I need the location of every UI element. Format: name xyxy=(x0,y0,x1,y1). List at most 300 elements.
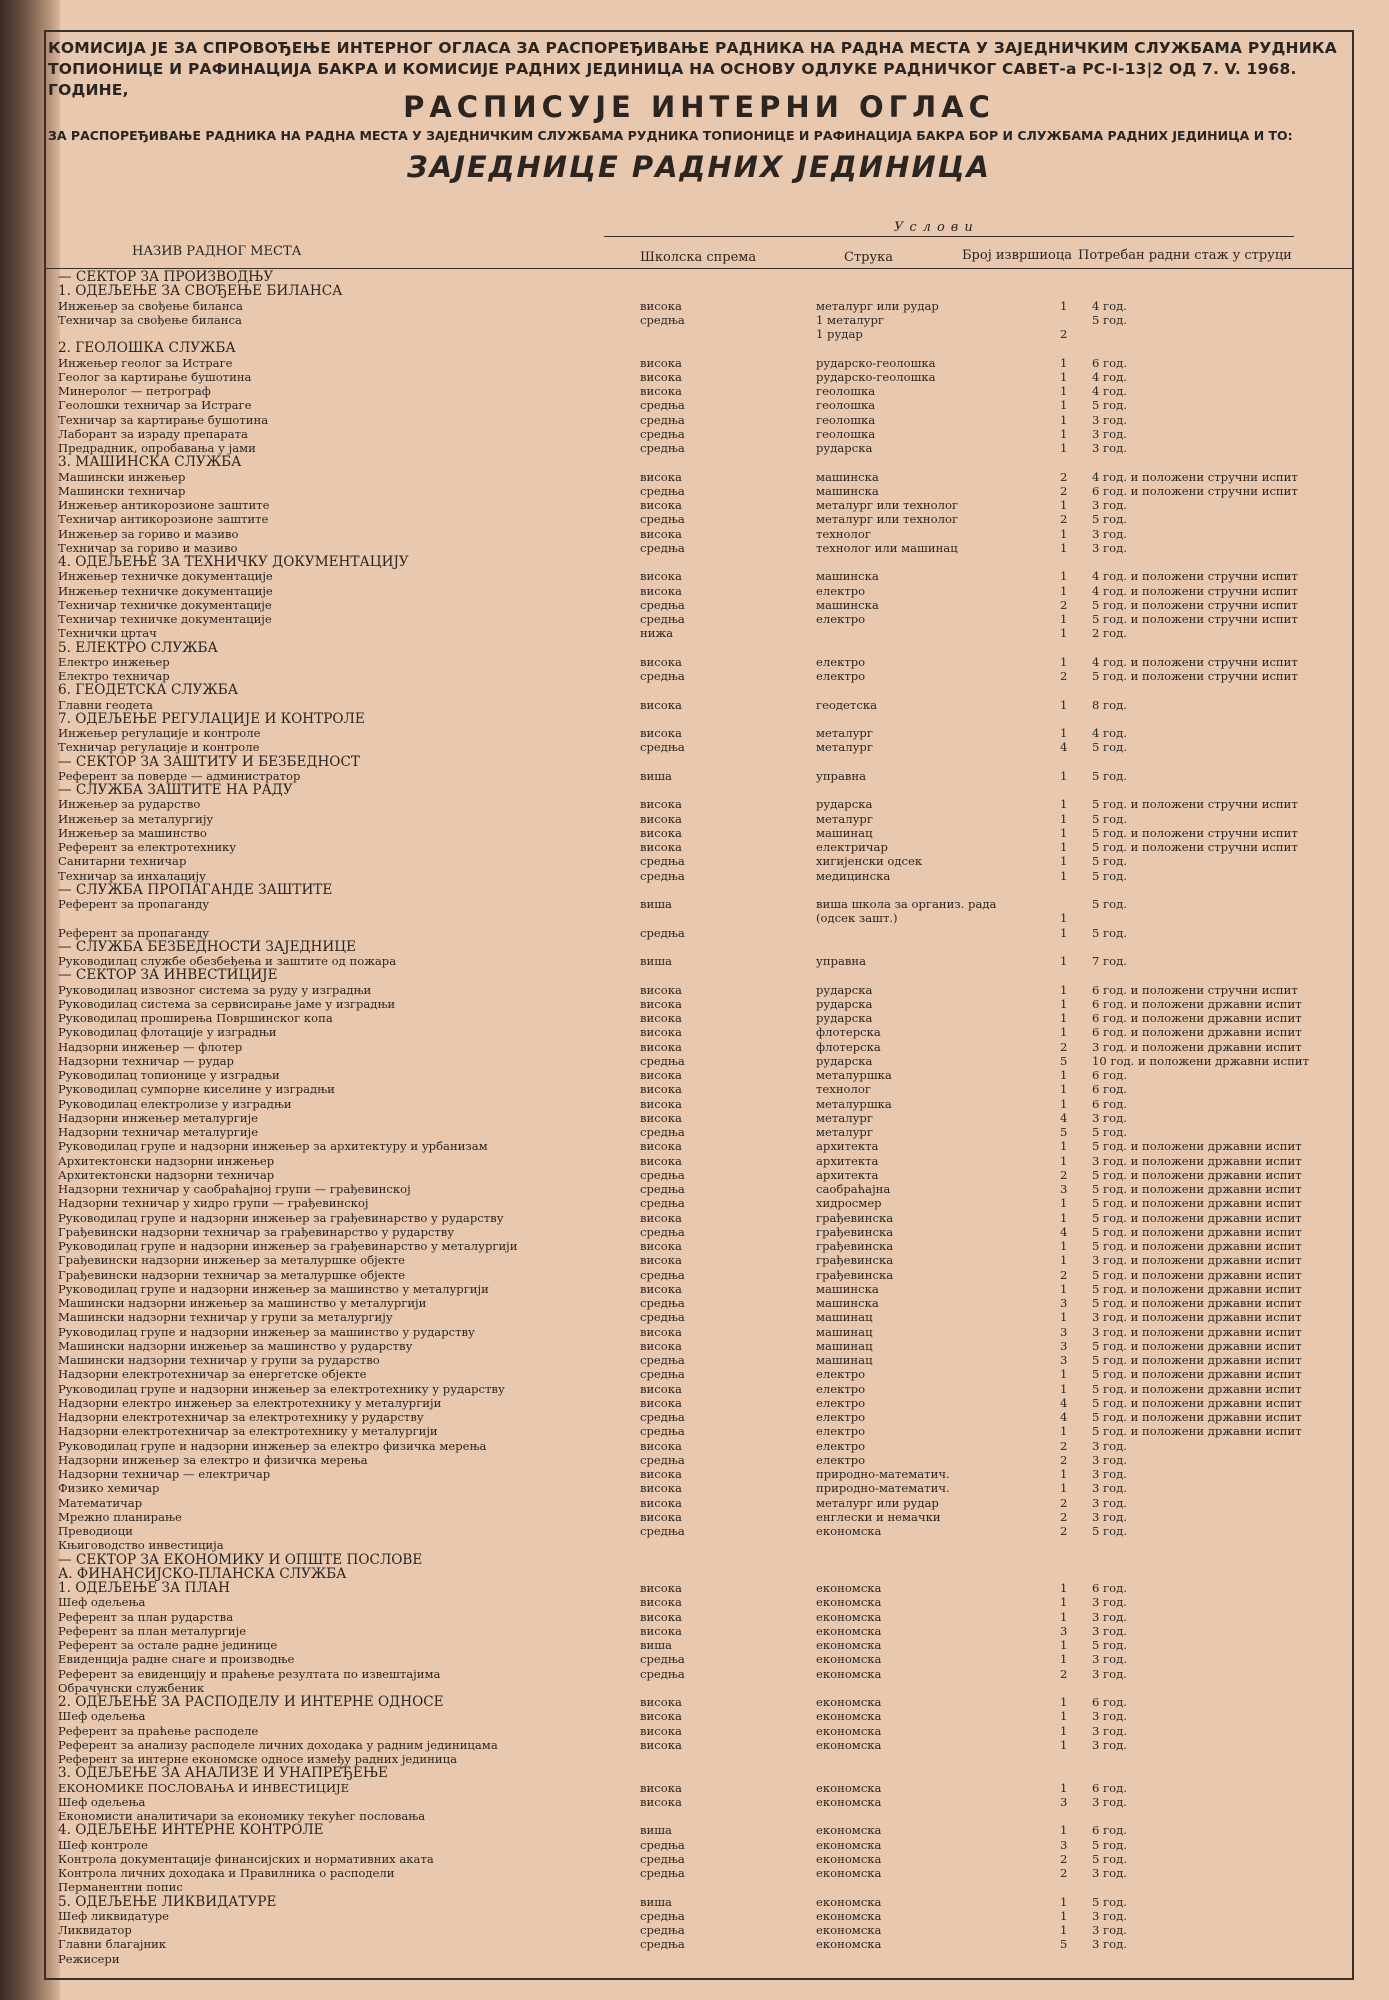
experience: 5 год. и положени стручни испит xyxy=(1092,797,1298,812)
experience: 3 год. xyxy=(1092,1452,1127,1467)
job-title: Машински надзорни техничар у групи за рударство xyxy=(58,1353,380,1367)
experience: 4 год. и положени стручни испит xyxy=(1092,569,1298,584)
table-row xyxy=(44,1481,1354,1495)
job-title: Референт за пропаганду xyxy=(58,897,210,911)
job-title: Надзорни техничар у хидро групи — грађевинској xyxy=(58,1196,369,1211)
worker-count: 2 xyxy=(1060,1452,1068,1467)
job-title: 4. ОДЕЉЕЊЕ ИНТЕРНЕ КОНТРОЛЕ xyxy=(58,1822,324,1839)
table-row xyxy=(44,797,1354,811)
table-row xyxy=(44,1795,1354,1809)
experience: 5 год. и положени државни испит xyxy=(1092,1281,1302,1296)
school-level: висока xyxy=(640,840,682,854)
table-row xyxy=(44,1880,1354,1894)
section-title: ЗАЈЕДНИЦЕ РАДНИХ ЈЕДИНИЦА xyxy=(407,150,991,184)
worker-count: 2 xyxy=(1060,483,1068,498)
experience: 5 год. xyxy=(1092,768,1127,783)
profession: електро xyxy=(816,612,866,626)
table-row xyxy=(44,1781,1354,1795)
experience: 5 год. xyxy=(1092,1638,1127,1652)
school-level: висока xyxy=(640,583,682,598)
profession: електро xyxy=(816,1424,866,1439)
experience: 5 год. xyxy=(1092,925,1127,940)
worker-count: 3 xyxy=(1060,1338,1068,1353)
experience: 10 год. и положени државни испит xyxy=(1092,1053,1310,1068)
profession: геолошка xyxy=(816,412,876,427)
profession: рударска xyxy=(816,1011,873,1025)
worker-count: 3 xyxy=(1060,1353,1068,1367)
experience: 5 год. и положени државни испит xyxy=(1092,1167,1302,1182)
experience: 6 год. xyxy=(1092,1082,1127,1097)
school-level: висока xyxy=(640,1581,682,1595)
school-level: висока xyxy=(640,469,682,484)
table-row xyxy=(44,968,1354,982)
job-title: 6. ГЕОДЕТСКА СЛУЖБА xyxy=(58,682,239,699)
table-row xyxy=(44,1211,1354,1225)
profession: електро xyxy=(816,1395,866,1410)
profession: металург xyxy=(816,1125,873,1139)
profession: машинска xyxy=(816,1281,879,1296)
profession: економска xyxy=(816,1851,882,1866)
job-title: Референт за електротехнику xyxy=(58,840,237,854)
worker-count: 2 xyxy=(1060,1495,1068,1510)
school-level: висока xyxy=(640,1210,682,1225)
table-row xyxy=(44,284,1354,298)
experience: 6 год. и положени државни испит xyxy=(1092,996,1302,1011)
profession: металуршка xyxy=(816,1096,892,1111)
job-title: Надзорни техничар — рудар xyxy=(58,1053,234,1068)
school-level: средња xyxy=(640,1652,685,1667)
experience: 6 год. и положени стручни испит xyxy=(1092,483,1298,498)
job-title: Референт за поверде — администратор xyxy=(58,768,301,783)
table-row xyxy=(44,1453,1354,1467)
school-level: средња xyxy=(640,441,685,455)
worker-count: 1 xyxy=(1060,441,1068,455)
table-row xyxy=(44,1866,1354,1880)
experience: 5 год. и положени државни испит xyxy=(1092,1210,1302,1225)
experience: 2 год. xyxy=(1092,626,1127,641)
job-title: Евиденција радне снаге и производње xyxy=(58,1652,295,1667)
profession: економска xyxy=(816,1581,882,1595)
job-title: Књиговодство инвестиција xyxy=(58,1538,224,1553)
school-level: висока xyxy=(640,697,682,712)
job-title: 5. ЕЛЕКТРО СЛУЖБА xyxy=(58,639,218,656)
worker-count: 1 xyxy=(1060,1253,1068,1268)
profession: електро xyxy=(816,1381,866,1396)
experience: 3 год. xyxy=(1092,1467,1127,1481)
profession: економска xyxy=(816,1837,882,1852)
job-title: 3. ОДЕЉЕЊЕ ЗА АНАЛИЗЕ И УНАПРЕЂЕЊЕ xyxy=(58,1765,388,1782)
table-row xyxy=(44,498,1354,512)
job-title: Шеф одељења xyxy=(58,1794,146,1809)
worker-count: 1 xyxy=(1060,1011,1068,1025)
table-row xyxy=(44,926,1354,940)
table-row xyxy=(44,1952,1354,1966)
table-row xyxy=(44,1054,1354,1068)
table-row xyxy=(44,1382,1354,1396)
worker-count: 1 xyxy=(1060,925,1068,940)
school-level: висока xyxy=(640,569,682,584)
newspaper-page xyxy=(44,30,1354,1980)
table-row xyxy=(44,869,1354,883)
job-title: Инжењер геолог за Истраге xyxy=(58,355,233,370)
school-level: виша xyxy=(640,897,672,911)
profession: металург или технолог xyxy=(816,498,959,512)
profession: геолошка xyxy=(816,398,876,413)
col-header-count: Број извршиоца xyxy=(962,248,1072,263)
col-header-conditions: Услови xyxy=(894,220,979,235)
profession: електричар xyxy=(816,840,888,854)
school-level: средња xyxy=(640,483,685,498)
table-row xyxy=(44,555,1354,569)
experience: 5 год. и положени државни испит xyxy=(1092,1424,1302,1439)
header-divider xyxy=(604,236,1294,237)
experience: 5 год. xyxy=(1092,1837,1127,1852)
table-row xyxy=(44,541,1354,555)
school-level: висока xyxy=(640,982,682,997)
profession: геодетска xyxy=(816,697,877,712)
profession: грађевинска xyxy=(816,1253,894,1268)
job-title: 2. ОДЕЉЕЊЕ ЗА РАСПОДЕЛУ И ИНТЕРНЕ ОДНОСЕ xyxy=(58,1694,444,1710)
profession: грађевинска xyxy=(816,1239,894,1253)
job-title: Референт за остале радне јединице xyxy=(58,1638,278,1652)
worker-count: 1 xyxy=(1060,1025,1068,1040)
table-row xyxy=(44,683,1354,697)
worker-count: 1 xyxy=(1060,426,1068,441)
table-row xyxy=(44,313,1354,327)
profession: грађевинска xyxy=(816,1267,894,1282)
job-title: А. ФИНАНСИЈСКО-ПЛАНСКА СЛУЖБА xyxy=(58,1565,347,1582)
school-level: средња xyxy=(640,1125,685,1139)
job-title: Руководилац групе и надзорни инжењер за електро физичка мерења xyxy=(58,1438,487,1453)
job-title: Контрола личних доходака и Правилника о расподели xyxy=(58,1866,395,1880)
school-level: средња xyxy=(640,1296,685,1310)
job-title: Руководилац групе и надзорни инжењер за грађевинарство у рударству xyxy=(58,1210,504,1225)
worker-count: 2 xyxy=(1060,1167,1068,1182)
worker-count: 2 xyxy=(1060,597,1068,612)
table-row xyxy=(44,655,1354,669)
table-row xyxy=(44,1638,1354,1652)
profession: економска xyxy=(816,1709,882,1724)
school-level: висока xyxy=(640,1025,682,1040)
school-level: нижа xyxy=(640,626,674,641)
worker-count: 1 xyxy=(1060,626,1068,641)
worker-count: 4 xyxy=(1060,1224,1068,1239)
table-row xyxy=(44,1581,1354,1595)
school-level: висока xyxy=(640,1438,682,1453)
profession: технолог xyxy=(816,1082,871,1097)
profession: флотерска xyxy=(816,1025,881,1040)
profession: грађевинска xyxy=(816,1210,894,1225)
job-title: Руководилац групе и надзорни инжењер за машинство у рударству xyxy=(58,1324,475,1339)
experience: 5 год. xyxy=(1092,740,1127,755)
table-row xyxy=(44,1667,1354,1681)
experience: 3 год. xyxy=(1092,1110,1127,1125)
experience: 3 год. xyxy=(1092,1623,1127,1638)
profession: рударска xyxy=(816,996,873,1011)
worker-count: 2 xyxy=(1060,1267,1068,1282)
school-level: висока xyxy=(640,1153,682,1168)
school-level: средња xyxy=(640,1524,685,1538)
school-level: висока xyxy=(640,1709,682,1724)
profession: економска xyxy=(816,1723,882,1738)
experience: 5 год. и положени државни испит xyxy=(1092,1381,1302,1396)
profession: машинска xyxy=(816,569,879,584)
school-level: средња xyxy=(640,1167,685,1182)
table-row xyxy=(44,584,1354,598)
school-level: висока xyxy=(640,1509,682,1524)
school-level: висока xyxy=(640,498,682,512)
worker-count: 1 xyxy=(1060,1823,1068,1838)
job-title: 2. ГЕОЛОШКА СЛУЖБА xyxy=(58,340,236,357)
experience: 3 год. xyxy=(1092,1609,1127,1624)
school-level: висока xyxy=(640,355,682,370)
experience: 5 год. и положени државни испит xyxy=(1092,1410,1302,1424)
worker-count: 1 xyxy=(1060,726,1068,740)
experience: 3 год. xyxy=(1092,526,1127,541)
school-level: средња xyxy=(640,854,685,869)
profession: машинац xyxy=(816,1310,873,1325)
school-level: висока xyxy=(640,526,682,541)
worker-count: 1 xyxy=(1060,1581,1068,1595)
table-row xyxy=(44,1396,1354,1410)
job-title: Електро инжењер xyxy=(58,654,170,669)
profession: економска xyxy=(816,1638,882,1652)
col-header-profession: Струка xyxy=(844,250,893,265)
job-title: Шеф одељења xyxy=(58,1595,146,1610)
table-row xyxy=(44,1253,1354,1267)
school-level: средња xyxy=(640,398,685,413)
experience: 3 год. xyxy=(1092,1937,1127,1952)
job-title: Руководилац електролизе у изградњи xyxy=(58,1096,292,1111)
job-title: Руководилац службе обезбеђења и заштите од пожара xyxy=(58,954,397,968)
job-title: Предрадник, опробавања у јами xyxy=(58,441,256,455)
job-title: Геолошки техничар за Истраге xyxy=(58,398,252,413)
worker-count: 1 xyxy=(1060,1367,1068,1382)
table-row xyxy=(44,954,1354,968)
table-row xyxy=(44,1724,1354,1738)
table-row xyxy=(44,1838,1354,1852)
school-level: висока xyxy=(640,369,682,384)
worker-count: 4 xyxy=(1060,740,1068,755)
experience: 3 год. и положени државни испит xyxy=(1092,1039,1302,1054)
job-title: Физико хемичар xyxy=(58,1481,160,1496)
profession: економска xyxy=(816,1894,882,1909)
school-level: висока xyxy=(640,298,682,313)
school-level: средња xyxy=(640,1837,685,1852)
table-row xyxy=(44,1168,1354,1182)
experience: 5 год. и положени стручни испит xyxy=(1092,825,1298,840)
table-row xyxy=(44,1239,1354,1253)
table-row xyxy=(44,1823,1354,1837)
table-row xyxy=(44,1510,1354,1524)
school-level: средња xyxy=(640,1353,685,1367)
profession: економска xyxy=(816,1652,882,1667)
experience: 4 год. и положени стручни испит xyxy=(1092,469,1298,484)
school-level: средња xyxy=(640,1053,685,1068)
experience: 5 год. и положени државни испит xyxy=(1092,1267,1302,1282)
job-title: Руководилац групе и надзорни инжењер за машинство у металургији xyxy=(58,1281,489,1296)
profession: природно-математич. xyxy=(816,1481,950,1496)
school-level: виша xyxy=(640,1823,672,1838)
table-row xyxy=(44,1025,1354,1039)
profession: економска xyxy=(816,1908,882,1923)
job-title: Обрачунски службеник xyxy=(58,1680,205,1695)
worker-count: 1 xyxy=(1060,1381,1068,1396)
worker-count: 1 xyxy=(1060,526,1068,541)
worker-count: 3 xyxy=(1060,1794,1068,1809)
job-title: Контрола документације финансијских и нормативних аката xyxy=(58,1851,434,1866)
job-title: 5. ОДЕЉЕЊЕ ЛИКВИДАТУРЕ xyxy=(58,1893,277,1910)
experience: 3 год. xyxy=(1092,1737,1127,1752)
profession: економска xyxy=(816,1595,882,1610)
worker-count: 1 xyxy=(1060,911,1068,926)
worker-count: 1 xyxy=(1060,1068,1068,1082)
school-level: средња xyxy=(640,740,685,755)
profession: 1 металург xyxy=(816,312,884,327)
job-title: Руководилац система за сервисирање јаме у изградњи xyxy=(58,996,396,1011)
table-row xyxy=(44,769,1354,783)
job-title: Техничар техничке документације xyxy=(58,597,272,612)
experience: 5 год. и положени државни испит xyxy=(1092,1139,1302,1154)
table-row xyxy=(44,1111,1354,1125)
profession: економска xyxy=(816,1609,882,1624)
school-level: висока xyxy=(640,797,682,812)
experience: 5 год. xyxy=(1092,897,1127,911)
table-row xyxy=(44,997,1354,1011)
experience: 3 год. xyxy=(1092,1652,1127,1667)
experience: 5 год. и положени државни испит xyxy=(1092,1395,1302,1410)
profession: рударско-геолошка xyxy=(816,355,936,370)
experience: 5 год. xyxy=(1092,312,1127,327)
school-level: виша xyxy=(640,768,672,783)
table-row xyxy=(44,1624,1354,1638)
school-level: средња xyxy=(640,312,685,327)
profession: геолошка xyxy=(816,426,876,441)
table-row xyxy=(44,1154,1354,1168)
experience: 5 год. и положени државни испит xyxy=(1092,1367,1302,1382)
profession: машинска xyxy=(816,1296,879,1310)
table-row xyxy=(44,755,1354,769)
profession: економска xyxy=(816,1937,882,1952)
profession: металург xyxy=(816,726,873,740)
job-title: Инжењер антикорозионе заштите xyxy=(58,498,270,512)
worker-count: 2 xyxy=(1060,469,1068,484)
main-title: РАСПИСУЈЕ ИНТЕРНИ ОГЛАС xyxy=(403,90,995,124)
worker-count: 2 xyxy=(1060,1851,1068,1866)
job-title: Надзорни електротехничар за енергетске објекте xyxy=(58,1367,367,1382)
worker-count: 1 xyxy=(1060,412,1068,427)
experience: 5 год. xyxy=(1092,398,1127,413)
school-level: висока xyxy=(640,1467,682,1481)
job-title: — СЛУЖБА ЗАШТИТЕ НА РАДУ xyxy=(58,782,293,798)
job-title: Референт за интерне економске односе између радних јединица xyxy=(58,1752,457,1766)
table-row xyxy=(44,1923,1354,1937)
table-row xyxy=(44,854,1354,868)
worker-count: 4 xyxy=(1060,1410,1068,1424)
worker-count: 1 xyxy=(1060,1139,1068,1154)
table-row xyxy=(44,299,1354,313)
job-title: Ликвидатор xyxy=(58,1923,132,1937)
worker-count: 1 xyxy=(1060,868,1068,883)
job-title: Руководилац групе и надзорни инжењер за електротехнику у рударству xyxy=(58,1381,505,1396)
table-row xyxy=(44,1097,1354,1111)
experience: 4 год. xyxy=(1092,369,1127,384)
table-row xyxy=(44,712,1354,726)
profession: хидросмер xyxy=(816,1196,882,1211)
school-level: висока xyxy=(640,726,682,740)
experience: 3 год. и положени државни испит xyxy=(1092,1324,1302,1339)
table-row xyxy=(44,1068,1354,1082)
school-level: висока xyxy=(640,1609,682,1624)
school-level: средња xyxy=(640,1410,685,1424)
table-row xyxy=(44,911,1354,925)
table-row xyxy=(44,1339,1354,1353)
experience: 3 год. xyxy=(1092,1666,1127,1681)
job-title: Главни благајник xyxy=(58,1937,167,1952)
table-row xyxy=(44,1538,1354,1552)
profession: хигијенски одсек xyxy=(816,854,923,869)
profession: економска xyxy=(816,1737,882,1752)
table-row xyxy=(44,669,1354,683)
experience: 5 год. xyxy=(1092,811,1127,826)
worker-count: 1 xyxy=(1060,840,1068,854)
school-level: висока xyxy=(640,1239,682,1253)
table-row xyxy=(44,1567,1354,1581)
school-level: висока xyxy=(640,1011,682,1025)
profession: економска xyxy=(816,1695,882,1709)
job-title: Техничар за инхалацију xyxy=(58,868,206,883)
job-title: Надзорни техничар у саобраћајној групи — грађевинској xyxy=(58,1182,411,1196)
experience: 6 год. xyxy=(1092,1581,1127,1595)
experience: 5 год. и положени стручни испит xyxy=(1092,597,1298,612)
job-title: Машински надзорни инжењер за машинство у металургији xyxy=(58,1296,427,1310)
school-level: средња xyxy=(640,1866,685,1880)
table-row xyxy=(44,1681,1354,1695)
school-level: средња xyxy=(640,1851,685,1866)
job-title: Машински техничар xyxy=(58,483,186,498)
job-title: Руководилац флотације у изградњи xyxy=(58,1025,277,1040)
table-row xyxy=(44,1410,1354,1424)
school-level: висока xyxy=(640,1395,682,1410)
worker-count: 1 xyxy=(1060,825,1068,840)
profession: 1 рудар xyxy=(816,327,863,341)
school-level: висока xyxy=(640,1737,682,1752)
experience: 4 год. и положени стручни испит xyxy=(1092,583,1298,598)
job-table xyxy=(44,270,1354,1966)
table-row xyxy=(44,812,1354,826)
table-row xyxy=(44,1196,1354,1210)
school-level: средња xyxy=(640,669,685,683)
table-row xyxy=(44,626,1354,640)
experience: 3 год. xyxy=(1092,1908,1127,1923)
worker-count: 1 xyxy=(1060,1695,1068,1709)
experience: 3 год. xyxy=(1092,1723,1127,1738)
experience: 6 год. xyxy=(1092,1823,1127,1838)
job-title: Техничар регулације и контроле xyxy=(58,740,260,755)
table-row xyxy=(44,1895,1354,1909)
profession: економска xyxy=(816,1923,882,1937)
school-level: висока xyxy=(640,996,682,1011)
profession: металург или технолог xyxy=(816,512,959,527)
job-title: — СЕКТОР ЗА ПРОИЗВОДЊУ xyxy=(58,269,274,285)
profession: електро xyxy=(816,1410,866,1424)
school-level: средња xyxy=(640,1908,685,1923)
worker-count: 2 xyxy=(1060,1509,1068,1524)
experience: 5 год. и положени државни испит xyxy=(1092,1196,1302,1211)
worker-count: 1 xyxy=(1060,1737,1068,1752)
experience: 5 год. и положени државни испит xyxy=(1092,1353,1302,1367)
profession: рударска xyxy=(816,441,873,455)
